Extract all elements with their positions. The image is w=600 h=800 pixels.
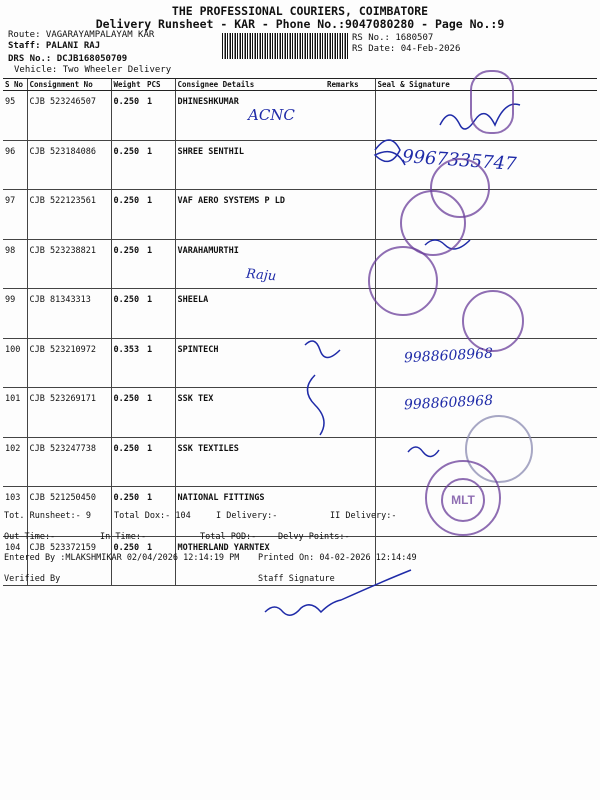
row-consignment: CJB 523269171 xyxy=(27,388,111,438)
row-consignee: SPINTECH xyxy=(175,338,325,388)
row-sno: 104 xyxy=(3,536,27,586)
runsheet-subtitle: Delivery Runsheet - KAR - Phone No.:9047080280 - Page No.:9 xyxy=(95,17,505,31)
row-consignee: SHEELA xyxy=(175,289,325,339)
row-sno: 101 xyxy=(3,388,27,438)
row-sno: 102 xyxy=(3,437,27,487)
row-weight: 0.250 xyxy=(111,487,145,537)
i-delivery: I Delivery:- xyxy=(216,511,278,521)
seal-stamp xyxy=(462,290,524,352)
delvy-points: Delvy Points:- xyxy=(278,532,350,542)
row-sno: 96 xyxy=(3,140,27,190)
row-weight: 0.250 xyxy=(111,388,145,438)
drs-label: DRS No.: DCJB168050709 xyxy=(8,54,128,64)
row-consignee: SSK TEX xyxy=(175,388,325,438)
ii-delivery: II Delivery:- xyxy=(330,511,397,521)
signature-mark xyxy=(375,140,405,165)
row-sno: 100 xyxy=(3,338,27,388)
row-consignment: CJB 522123561 xyxy=(27,190,111,240)
row-weight: 0.250 xyxy=(111,289,145,339)
row-consignee: DHINESHKUMAR xyxy=(175,91,325,141)
row-consignment: CJB 521250450 xyxy=(27,487,111,537)
staff-signature-label: Staff Signature xyxy=(258,574,335,584)
row-pcs: 1 xyxy=(145,190,175,240)
row-pcs: 1 xyxy=(145,91,175,141)
row-consignment: CJB 81343313 xyxy=(27,289,111,339)
row-weight: 0.250 xyxy=(111,140,145,190)
col-consignment: Consignment No xyxy=(27,79,111,91)
vehicle-label: Vehicle: Two Wheeler Delivery xyxy=(14,65,172,75)
row-consignee: SSK TEXTILES xyxy=(175,437,325,487)
printed-on: Printed On: 04-02-2026 12:14:49 xyxy=(258,553,417,563)
tot-runsheet: Tot. Runsheet:- 9 xyxy=(4,511,91,521)
total-dox: Total Dox:- 104 xyxy=(114,511,191,521)
seal-stamp xyxy=(368,246,438,316)
signature-mark xyxy=(305,341,340,435)
row-sno: 98 xyxy=(3,239,27,289)
row-pcs: 1 xyxy=(145,140,175,190)
row-consignment: CJB 523184086 xyxy=(27,140,111,190)
route-label: Route: VAGARAYAMPALAYAM KAR xyxy=(8,30,155,40)
row-consignment: CJB 523210972 xyxy=(27,338,111,388)
row-pcs: 1 xyxy=(145,289,175,339)
mlt-stamp-label: MLT xyxy=(441,478,485,522)
row-consignee: MOTHERLAND YARNTEX xyxy=(175,536,325,586)
row-consignee: VARAHAMURTHI xyxy=(175,239,325,289)
row-pcs: 1 xyxy=(145,239,175,289)
col-pcs: PCS xyxy=(145,79,175,91)
handwritten-phone: 9967335747 xyxy=(401,146,518,175)
row-weight: 0.250 xyxy=(111,437,145,487)
col-sno: S No xyxy=(3,79,27,91)
handwritten-phone: 9988608968 xyxy=(403,392,494,414)
rs-date-label: RS Date: 04-Feb-2026 xyxy=(352,44,461,54)
row-weight: 0.250 xyxy=(111,536,145,586)
row-weight: 0.250 xyxy=(111,190,145,240)
row-sno: 97 xyxy=(3,190,27,240)
row-weight: 0.250 xyxy=(111,91,145,141)
row-consignee: SHREE SENTHIL xyxy=(175,140,325,190)
row-consignee: NATIONAL FITTINGS xyxy=(175,487,325,537)
row-consignee: VAF AERO SYSTEMS P LD xyxy=(175,190,325,240)
seal-stamp xyxy=(470,70,514,134)
col-remarks: Remarks xyxy=(325,79,375,91)
rs-no-label: RS No.: 1680507 xyxy=(352,33,434,43)
row-pcs: 1 xyxy=(145,338,175,388)
col-weight: Weight xyxy=(111,79,145,91)
row-consignment: CJB 523372159 xyxy=(27,536,111,586)
signature-mark xyxy=(408,447,439,457)
row-consignment: CJB 523247738 xyxy=(27,437,111,487)
row-weight: 0.353 xyxy=(111,338,145,388)
handwritten-remark: Raju xyxy=(245,266,277,285)
row-consignment: CJB 523238821 xyxy=(27,239,111,289)
row-weight: 0.250 xyxy=(111,239,145,289)
row-pcs: 1 xyxy=(145,536,175,586)
row-pcs: 1 xyxy=(145,388,175,438)
mlt-stamp xyxy=(425,460,501,536)
col-consignee: Consignee Details xyxy=(175,79,325,91)
in-time: In Time:- xyxy=(100,532,147,542)
entered-by: Entered By :MLAKSHMIKAR 02/04/2026 12:14:19 PM xyxy=(4,553,240,563)
out-time: Out Time:- xyxy=(4,532,56,542)
company-title: THE PROFESSIONAL COURIERS, COIMBATORE xyxy=(171,4,429,18)
row-sno: 103 xyxy=(3,487,27,537)
col-seal: Seal & Signature xyxy=(375,79,597,91)
row-pcs: 1 xyxy=(145,487,175,537)
handwritten-remark: ACNC xyxy=(248,106,295,124)
row-pcs: 1 xyxy=(145,437,175,487)
staff-label: Staff: PALANI RAJ xyxy=(8,41,101,51)
row-sno: 99 xyxy=(3,289,27,339)
verified-by: Verified By xyxy=(4,574,61,584)
total-pod: Total POD:- xyxy=(200,532,257,542)
handwritten-phone: 9988608968 xyxy=(403,345,494,367)
row-consignment: CJB 523246507 xyxy=(27,91,111,141)
row-sno: 95 xyxy=(3,91,27,141)
